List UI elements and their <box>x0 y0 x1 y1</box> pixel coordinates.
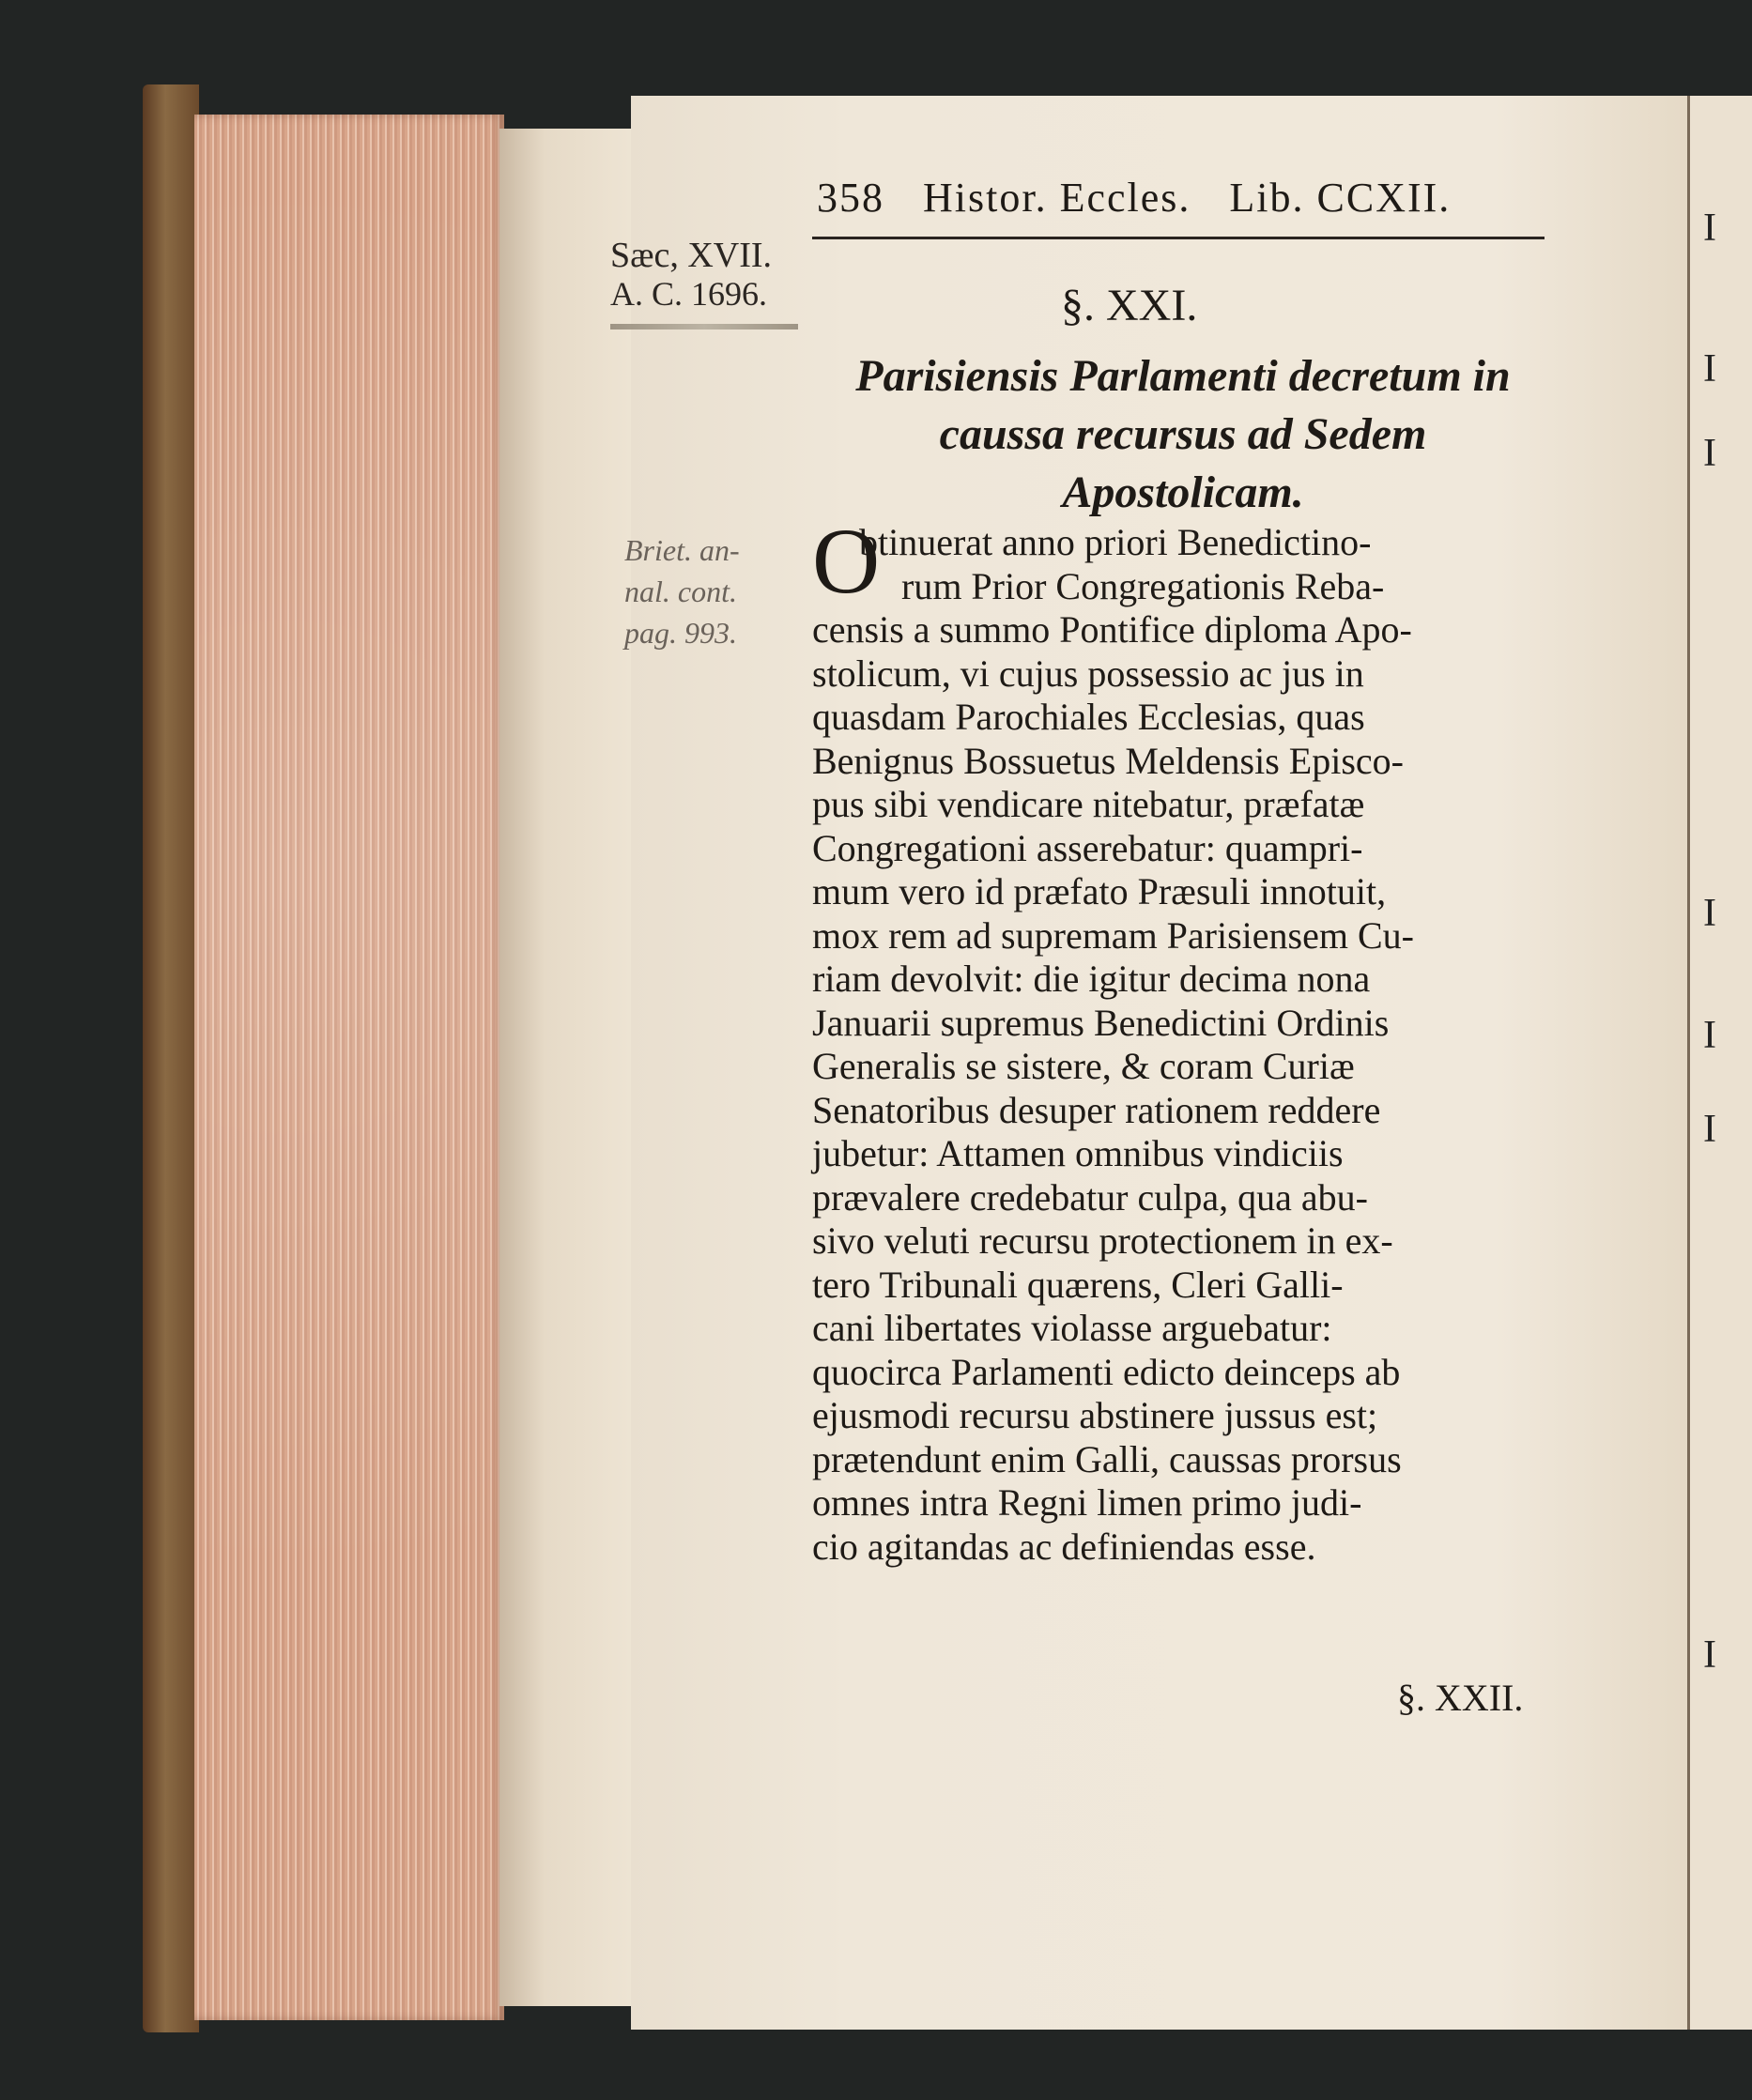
running-title: Histor. Eccles. <box>923 175 1191 221</box>
text-line: pus sibi vendicare nitebatur, præfatæ <box>812 783 1365 825</box>
margin-citation: Briet. an- <box>624 533 740 567</box>
next-page-glyph: I <box>1703 1014 1716 1057</box>
next-page-glyph: I <box>1703 432 1716 475</box>
right-page-edge <box>1687 96 1752 2030</box>
page-number: 358 <box>817 175 884 221</box>
text-line: Benignus Bossuetus Meldensis Episco- <box>812 739 1404 782</box>
book-number: Lib. CCXII. <box>1229 175 1452 221</box>
margin-year: A. C. 1696. <box>610 275 768 313</box>
title-line: Apostolicam. <box>1062 468 1304 517</box>
drop-cap: O <box>812 509 881 613</box>
next-page-glyph: I <box>1703 347 1716 391</box>
text-line: jubetur: Attamen omnibus vindiciis <box>812 1132 1344 1174</box>
text-line: prævalere credebatur culpa, qua abu- <box>812 1175 1368 1219</box>
margin-citation: nal. cont. <box>624 575 737 608</box>
text-line: Senatoribus desuper rationem reddere <box>812 1088 1381 1131</box>
running-header <box>817 174 1549 222</box>
text-line: sivo veluti recursu protectionem in ex- <box>812 1219 1393 1262</box>
next-page-glyph: I <box>1703 1108 1716 1151</box>
section-title <box>817 347 1549 522</box>
text-line: Generalis se sistere, & coram Curiæ <box>812 1045 1355 1087</box>
text-line: mum vero id præfato Præsuli innotuit, <box>812 870 1387 912</box>
book-cover <box>143 84 199 2032</box>
next-page-glyph: I <box>1703 892 1716 935</box>
text-line: cani libertates violasse arguebatur: <box>812 1307 1332 1349</box>
text-line: ejusmodi recursu abstinere jussus est; <box>812 1394 1378 1436</box>
header-rule <box>812 237 1545 239</box>
text-line: mox rem ad supremam Parisiensem Cu- <box>812 913 1414 957</box>
margin-era: Sæc, XVII. <box>610 236 773 275</box>
margin-citation: pag. 993. <box>624 616 737 650</box>
text-line: omnes intra Regni limen primo judi- <box>812 1481 1362 1524</box>
text-line: cio agitandas ac definiendas esse. <box>812 1525 1316 1568</box>
text-line: tero Tribunali quærens, Cleri Galli- <box>812 1263 1344 1306</box>
text-line: quocirca Parlamenti edicto deinceps ab <box>812 1350 1401 1393</box>
title-line: caussa recursus ad Sedem <box>939 409 1427 459</box>
page-gutter <box>499 129 650 2006</box>
text-line: censis a summo Pontifice diploma Apo- <box>812 608 1412 651</box>
body-text <box>812 521 1554 1569</box>
text-line: quasdam Parochiales Ecclesias, quas <box>812 696 1365 738</box>
next-page-glyph: I <box>1703 1633 1716 1677</box>
margin-rule <box>610 324 798 330</box>
catchword: §. XXII. <box>1397 1677 1524 1719</box>
text-line: Januarii supremus Benedictini Ordinis <box>812 1001 1390 1044</box>
text-line: rum Prior Congregationis Reba- <box>901 564 1385 607</box>
text-line: riam devolvit: die igitur decima nona <box>812 958 1371 1000</box>
text-line: Congregationi asserebatur: quampri- <box>812 826 1363 869</box>
title-line: Parisiensis Parlamenti decretum in <box>855 351 1511 401</box>
text-line: btinuerat anno priori Benedictino- <box>859 521 1372 563</box>
next-page-glyph: I <box>1703 207 1716 250</box>
text-line: stolicum, vi cujus possessio ac jus in <box>812 651 1364 695</box>
text-line: prætendunt enim Galli, caussas prorsus <box>812 1437 1402 1480</box>
page-edges <box>194 115 504 2020</box>
section-number: §. XXI. <box>1061 281 1198 330</box>
